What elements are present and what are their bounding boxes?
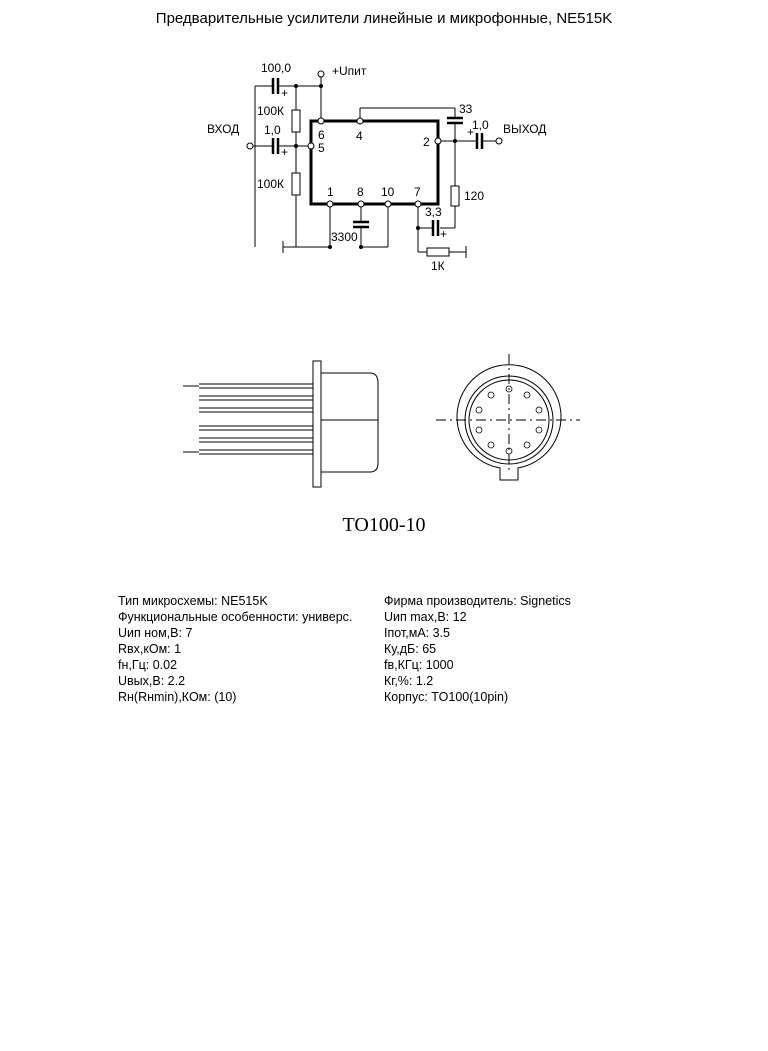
spec-input-resistance: Rвх,кОм: 1 [118,642,182,656]
package-caption: ТО100-10 [342,514,426,536]
label-r-top: 100К [257,104,285,118]
label-output: ВЫХОД [503,122,547,136]
specs-right-column [384,593,571,705]
label-plus-2: + [281,145,289,159]
spec-package: Корпус: TO100(10pin) [384,690,509,704]
spec-load-resistance: Rн(Rнmin),КОм: (10) [118,690,237,704]
spec-gain: Ку,дБ: 65 [384,642,437,656]
label-c-in: 1,0 [264,123,281,137]
label-pin-6: 6 [318,128,325,142]
spec-manufacturer: Фирма производитель: Signetics [384,594,571,608]
label-supply: +Uпит [332,64,367,78]
label-c-supply: 100,0 [261,61,292,75]
spec-supply-nom: Uип ном,В: 7 [118,626,193,640]
label-plus-1: + [281,86,289,100]
spec-features: Функциональные особенности: универс. [118,610,353,624]
label-r-load: 1К [431,259,445,273]
label-pin-2: 2 [423,135,430,149]
label-pin-4: 4 [356,129,363,143]
spec-current: Iпот,мА: 3.5 [384,626,450,640]
page-title: Предварительные усилители линейные и микрофонные, NE515K [155,10,613,27]
label-c-fb: 33 [459,102,473,116]
package-drawing [0,0,768,520]
label-r-fb: 120 [464,189,485,203]
label-pin-7: 7 [414,185,421,199]
spec-distortion: Кг,%: 1.2 [384,674,434,688]
package-bottom-view [436,354,580,480]
spec-high-freq: fв,КГц: 1000 [384,658,454,672]
label-pin-1: 1 [327,185,334,199]
label-pin-10: 10 [381,185,395,199]
label-c-bypass: 3300 [331,230,358,244]
label-input: ВХОД [207,122,240,136]
label-r-bottom: 100К [257,177,285,191]
specs-left-column [118,593,352,705]
label-plus-4: + [440,227,448,241]
spec-supply-max: Uип max,В: 12 [384,610,467,624]
label-plus-3: + [467,125,475,139]
spec-low-freq: fн,Гц: 0.02 [118,658,178,672]
label-c-out: 1,0 [472,118,489,132]
label-pin-5: 5 [318,141,325,155]
spec-chip-type: Тип микросхемы: NE515K [118,594,268,608]
label-pin-8: 8 [357,185,364,199]
spec-output-voltage: Uвых,В: 2.2 [118,674,186,688]
package-side-view [183,361,378,487]
label-c-emitter: 3,3 [425,205,442,219]
